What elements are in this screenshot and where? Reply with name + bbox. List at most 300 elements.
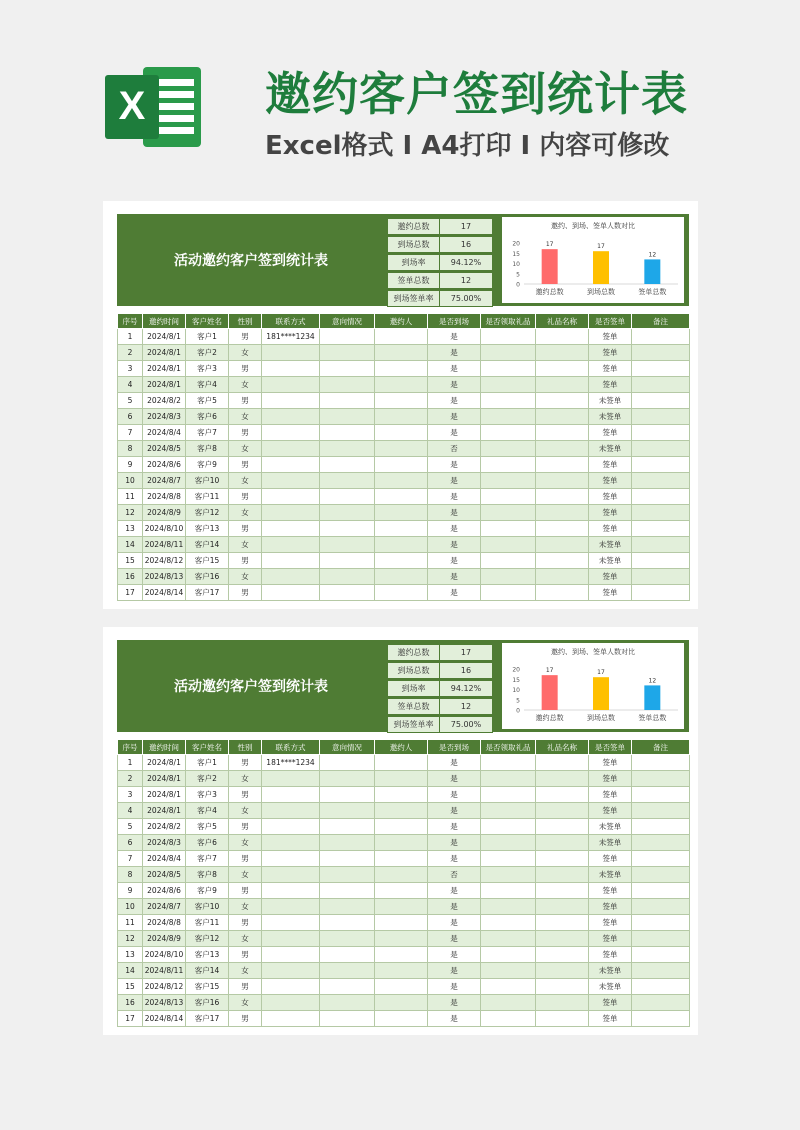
table-cell[interactable]: [262, 521, 320, 537]
table-cell[interactable]: 2024/8/1: [143, 361, 186, 377]
table-cell[interactable]: 未签单: [589, 835, 632, 851]
table-cell[interactable]: 16: [118, 569, 143, 585]
table-cell[interactable]: 签单: [589, 915, 632, 931]
table-cell[interactable]: 客户5: [186, 393, 229, 409]
table-cell[interactable]: [262, 505, 320, 521]
table-cell[interactable]: [262, 377, 320, 393]
table-cell[interactable]: [320, 803, 375, 819]
table-cell[interactable]: [375, 883, 428, 899]
table-cell[interactable]: 9: [118, 457, 143, 473]
table-cell[interactable]: [262, 345, 320, 361]
table-cell[interactable]: 2024/8/7: [143, 899, 186, 915]
table-cell[interactable]: 是: [428, 883, 481, 899]
table-cell[interactable]: [320, 409, 375, 425]
table-cell[interactable]: 男: [229, 755, 262, 771]
table-cell[interactable]: [632, 979, 690, 995]
table-cell[interactable]: [481, 377, 536, 393]
table-cell[interactable]: 客户11: [186, 915, 229, 931]
table-cell[interactable]: 2024/8/8: [143, 915, 186, 931]
table-cell[interactable]: [262, 1011, 320, 1027]
table-cell[interactable]: [481, 361, 536, 377]
table-cell[interactable]: 是: [428, 803, 481, 819]
table-cell[interactable]: 客户15: [186, 979, 229, 995]
table-cell[interactable]: 17: [118, 585, 143, 601]
table-cell[interactable]: 2024/8/13: [143, 995, 186, 1011]
table-cell[interactable]: 未签单: [589, 537, 632, 553]
table-cell[interactable]: [320, 835, 375, 851]
table-cell[interactable]: [262, 457, 320, 473]
table-cell[interactable]: 17: [118, 1011, 143, 1027]
table-cell[interactable]: [375, 553, 428, 569]
table-cell[interactable]: [481, 329, 536, 345]
table-cell[interactable]: 2024/8/3: [143, 835, 186, 851]
table-cell[interactable]: 客户12: [186, 931, 229, 947]
table-cell[interactable]: 男: [229, 457, 262, 473]
table-cell[interactable]: 是: [428, 425, 481, 441]
table-cell[interactable]: [262, 899, 320, 915]
table-cell[interactable]: 是: [428, 553, 481, 569]
table-cell[interactable]: 未签单: [589, 393, 632, 409]
table-cell[interactable]: [536, 457, 589, 473]
table-cell[interactable]: 是: [428, 963, 481, 979]
table-cell[interactable]: 10: [118, 899, 143, 915]
table-cell[interactable]: 2024/8/1: [143, 377, 186, 393]
table-cell[interactable]: [375, 377, 428, 393]
table-cell[interactable]: 是: [428, 787, 481, 803]
table-cell[interactable]: [536, 1011, 589, 1027]
table-cell[interactable]: 男: [229, 489, 262, 505]
table-cell[interactable]: [320, 329, 375, 345]
table-cell[interactable]: 1: [118, 329, 143, 345]
table-cell[interactable]: [320, 505, 375, 521]
table-cell[interactable]: 客户8: [186, 867, 229, 883]
table-cell[interactable]: 客户5: [186, 819, 229, 835]
table-cell[interactable]: [481, 771, 536, 787]
table-cell[interactable]: [536, 569, 589, 585]
table-cell[interactable]: 4: [118, 803, 143, 819]
table-cell[interactable]: [536, 947, 589, 963]
table-cell[interactable]: 男: [229, 361, 262, 377]
table-cell[interactable]: [262, 473, 320, 489]
table-cell[interactable]: 男: [229, 915, 262, 931]
table-cell[interactable]: [481, 931, 536, 947]
table-cell[interactable]: [375, 505, 428, 521]
table-cell[interactable]: [320, 755, 375, 771]
table-cell[interactable]: [536, 441, 589, 457]
table-cell[interactable]: 签单: [589, 771, 632, 787]
table-cell[interactable]: 是: [428, 361, 481, 377]
table-cell[interactable]: 2024/8/10: [143, 947, 186, 963]
table-cell[interactable]: [536, 345, 589, 361]
table-cell[interactable]: [320, 851, 375, 867]
table-cell[interactable]: [320, 441, 375, 457]
table-cell[interactable]: 男: [229, 393, 262, 409]
table-cell[interactable]: 男: [229, 1011, 262, 1027]
table-cell[interactable]: [632, 787, 690, 803]
table-cell[interactable]: 签单: [589, 329, 632, 345]
table-cell[interactable]: 5: [118, 819, 143, 835]
table-cell[interactable]: [632, 883, 690, 899]
table-cell[interactable]: 是: [428, 569, 481, 585]
table-cell[interactable]: [481, 883, 536, 899]
table-cell[interactable]: [481, 585, 536, 601]
table-cell[interactable]: 未签单: [589, 867, 632, 883]
table-cell[interactable]: 13: [118, 521, 143, 537]
table-cell[interactable]: 是: [428, 409, 481, 425]
table-cell[interactable]: 女: [229, 345, 262, 361]
table-cell[interactable]: [320, 489, 375, 505]
table-cell[interactable]: [481, 473, 536, 489]
table-cell[interactable]: 是: [428, 473, 481, 489]
table-cell[interactable]: [632, 947, 690, 963]
table-cell[interactable]: [536, 553, 589, 569]
table-cell[interactable]: [481, 915, 536, 931]
table-cell[interactable]: 签单: [589, 345, 632, 361]
table-cell[interactable]: [320, 915, 375, 931]
table-cell[interactable]: [632, 457, 690, 473]
table-cell[interactable]: [262, 803, 320, 819]
table-cell[interactable]: [320, 345, 375, 361]
table-cell[interactable]: [481, 441, 536, 457]
table-cell[interactable]: 签单: [589, 457, 632, 473]
table-cell[interactable]: 2: [118, 771, 143, 787]
table-cell[interactable]: 6: [118, 409, 143, 425]
table-cell[interactable]: [632, 963, 690, 979]
table-cell[interactable]: [320, 979, 375, 995]
table-cell[interactable]: 客户14: [186, 963, 229, 979]
table-cell[interactable]: 女: [229, 963, 262, 979]
table-cell[interactable]: 女: [229, 441, 262, 457]
table-cell[interactable]: [536, 803, 589, 819]
table-cell[interactable]: 客户9: [186, 457, 229, 473]
table-cell[interactable]: [375, 457, 428, 473]
table-cell[interactable]: 2024/8/1: [143, 329, 186, 345]
table-cell[interactable]: [320, 787, 375, 803]
table-cell[interactable]: [262, 947, 320, 963]
table-cell[interactable]: [632, 361, 690, 377]
table-cell[interactable]: 5: [118, 393, 143, 409]
table-cell[interactable]: 女: [229, 867, 262, 883]
table-cell[interactable]: [375, 521, 428, 537]
table-cell[interactable]: 8: [118, 441, 143, 457]
table-cell[interactable]: [320, 361, 375, 377]
table-cell[interactable]: [632, 345, 690, 361]
table-cell[interactable]: [375, 867, 428, 883]
table-cell[interactable]: [262, 585, 320, 601]
table-cell[interactable]: 16: [118, 995, 143, 1011]
table-cell[interactable]: 客户2: [186, 345, 229, 361]
table-cell[interactable]: [536, 883, 589, 899]
table-cell[interactable]: [536, 505, 589, 521]
table-cell[interactable]: 女: [229, 835, 262, 851]
table-cell[interactable]: [262, 963, 320, 979]
table-cell[interactable]: 15: [118, 553, 143, 569]
table-cell[interactable]: [536, 899, 589, 915]
table-cell[interactable]: 11: [118, 489, 143, 505]
table-cell[interactable]: 客户13: [186, 947, 229, 963]
table-cell[interactable]: 是: [428, 377, 481, 393]
table-cell[interactable]: [262, 787, 320, 803]
table-cell[interactable]: 女: [229, 409, 262, 425]
table-cell[interactable]: 签单: [589, 787, 632, 803]
table-cell[interactable]: [481, 345, 536, 361]
table-cell[interactable]: 2024/8/1: [143, 803, 186, 819]
table-cell[interactable]: 是: [428, 851, 481, 867]
table-cell[interactable]: [375, 425, 428, 441]
table-cell[interactable]: 女: [229, 505, 262, 521]
table-cell[interactable]: [320, 569, 375, 585]
table-cell[interactable]: [632, 505, 690, 521]
table-cell[interactable]: [481, 569, 536, 585]
table-cell[interactable]: 2024/8/1: [143, 787, 186, 803]
table-cell[interactable]: 客户4: [186, 377, 229, 393]
table-cell[interactable]: 是: [428, 537, 481, 553]
table-cell[interactable]: [481, 489, 536, 505]
table-cell[interactable]: 客户10: [186, 473, 229, 489]
table-cell[interactable]: [375, 329, 428, 345]
table-cell[interactable]: [536, 425, 589, 441]
table-cell[interactable]: 2024/8/6: [143, 883, 186, 899]
table-cell[interactable]: [481, 947, 536, 963]
table-cell[interactable]: [262, 915, 320, 931]
table-cell[interactable]: [632, 377, 690, 393]
table-cell[interactable]: [375, 995, 428, 1011]
table-cell[interactable]: [536, 393, 589, 409]
table-cell[interactable]: 客户9: [186, 883, 229, 899]
table-cell[interactable]: [262, 409, 320, 425]
table-cell[interactable]: [536, 755, 589, 771]
table-cell[interactable]: [262, 393, 320, 409]
table-cell[interactable]: [481, 995, 536, 1011]
table-cell[interactable]: 10: [118, 473, 143, 489]
table-cell[interactable]: [320, 899, 375, 915]
table-cell[interactable]: [536, 585, 589, 601]
table-cell[interactable]: 7: [118, 425, 143, 441]
table-cell[interactable]: 签单: [589, 473, 632, 489]
table-cell[interactable]: 男: [229, 883, 262, 899]
table-cell[interactable]: [536, 915, 589, 931]
table-cell[interactable]: 2024/8/10: [143, 521, 186, 537]
table-cell[interactable]: [262, 553, 320, 569]
table-cell[interactable]: 2024/8/14: [143, 1011, 186, 1027]
table-cell[interactable]: 2024/8/6: [143, 457, 186, 473]
table-cell[interactable]: [375, 755, 428, 771]
table-cell[interactable]: 是: [428, 457, 481, 473]
table-cell[interactable]: [262, 569, 320, 585]
table-cell[interactable]: 是: [428, 521, 481, 537]
table-cell[interactable]: 客户11: [186, 489, 229, 505]
table-cell[interactable]: 2024/8/4: [143, 425, 186, 441]
table-cell[interactable]: [320, 553, 375, 569]
table-cell[interactable]: 12: [118, 505, 143, 521]
table-cell[interactable]: [375, 787, 428, 803]
table-cell[interactable]: 2024/8/9: [143, 931, 186, 947]
table-cell[interactable]: 男: [229, 979, 262, 995]
table-cell[interactable]: 签单: [589, 803, 632, 819]
table-cell[interactable]: 3: [118, 361, 143, 377]
table-cell[interactable]: 2024/8/2: [143, 819, 186, 835]
table-cell[interactable]: [632, 409, 690, 425]
table-cell[interactable]: [320, 521, 375, 537]
table-cell[interactable]: [375, 1011, 428, 1027]
table-cell[interactable]: [481, 963, 536, 979]
table-cell[interactable]: [320, 425, 375, 441]
table-cell[interactable]: 6: [118, 835, 143, 851]
table-cell[interactable]: 客户4: [186, 803, 229, 819]
table-cell[interactable]: 是: [428, 489, 481, 505]
table-cell[interactable]: 女: [229, 995, 262, 1011]
table-cell[interactable]: [632, 867, 690, 883]
table-cell[interactable]: [536, 771, 589, 787]
table-cell[interactable]: [536, 329, 589, 345]
table-cell[interactable]: 1: [118, 755, 143, 771]
table-cell[interactable]: 男: [229, 851, 262, 867]
table-cell[interactable]: [375, 771, 428, 787]
table-cell[interactable]: 3: [118, 787, 143, 803]
table-cell[interactable]: 签单: [589, 851, 632, 867]
table-cell[interactable]: 客户6: [186, 835, 229, 851]
table-cell[interactable]: 12: [118, 931, 143, 947]
table-cell[interactable]: 是: [428, 755, 481, 771]
table-cell[interactable]: [375, 947, 428, 963]
table-cell[interactable]: 否: [428, 441, 481, 457]
table-cell[interactable]: [632, 425, 690, 441]
table-cell[interactable]: 客户17: [186, 1011, 229, 1027]
table-cell[interactable]: 2024/8/1: [143, 771, 186, 787]
table-cell[interactable]: 客户10: [186, 899, 229, 915]
table-cell[interactable]: 签单: [589, 755, 632, 771]
table-cell[interactable]: 是: [428, 585, 481, 601]
table-cell[interactable]: [632, 851, 690, 867]
table-cell[interactable]: [320, 1011, 375, 1027]
table-cell[interactable]: [262, 819, 320, 835]
table-cell[interactable]: [262, 867, 320, 883]
table-cell[interactable]: 客户3: [186, 787, 229, 803]
table-cell[interactable]: [320, 393, 375, 409]
table-cell[interactable]: [481, 505, 536, 521]
table-cell[interactable]: 男: [229, 787, 262, 803]
table-cell[interactable]: [320, 947, 375, 963]
table-cell[interactable]: 女: [229, 803, 262, 819]
table-cell[interactable]: 签单: [589, 899, 632, 915]
table-cell[interactable]: 签单: [589, 505, 632, 521]
table-cell[interactable]: [375, 819, 428, 835]
table-cell[interactable]: [632, 995, 690, 1011]
table-cell[interactable]: 男: [229, 947, 262, 963]
table-cell[interactable]: 是: [428, 931, 481, 947]
table-cell[interactable]: [481, 787, 536, 803]
table-cell[interactable]: [481, 803, 536, 819]
table-cell[interactable]: [536, 979, 589, 995]
table-cell[interactable]: 客户16: [186, 569, 229, 585]
table-cell[interactable]: 2024/8/8: [143, 489, 186, 505]
table-cell[interactable]: 4: [118, 377, 143, 393]
table-cell[interactable]: [375, 345, 428, 361]
table-cell[interactable]: 客户2: [186, 771, 229, 787]
table-cell[interactable]: [481, 835, 536, 851]
table-cell[interactable]: [632, 1011, 690, 1027]
table-cell[interactable]: [536, 995, 589, 1011]
table-cell[interactable]: 15: [118, 979, 143, 995]
table-cell[interactable]: [481, 899, 536, 915]
table-cell[interactable]: 客户7: [186, 425, 229, 441]
table-cell[interactable]: [536, 787, 589, 803]
table-cell[interactable]: 签单: [589, 361, 632, 377]
table-cell[interactable]: [481, 1011, 536, 1027]
table-cell[interactable]: 未签单: [589, 819, 632, 835]
table-cell[interactable]: [262, 441, 320, 457]
table-cell[interactable]: 2024/8/3: [143, 409, 186, 425]
table-cell[interactable]: 2024/8/11: [143, 963, 186, 979]
table-cell[interactable]: [375, 979, 428, 995]
table-cell[interactable]: 14: [118, 963, 143, 979]
table-cell[interactable]: [632, 537, 690, 553]
table-cell[interactable]: 是: [428, 899, 481, 915]
table-cell[interactable]: [481, 521, 536, 537]
table-cell[interactable]: [632, 819, 690, 835]
table-cell[interactable]: [632, 553, 690, 569]
table-cell[interactable]: [262, 771, 320, 787]
table-cell[interactable]: [536, 521, 589, 537]
table-cell[interactable]: [320, 537, 375, 553]
table-cell[interactable]: [262, 851, 320, 867]
table-cell[interactable]: 未签单: [589, 979, 632, 995]
table-cell[interactable]: 是: [428, 329, 481, 345]
table-cell[interactable]: 2024/8/12: [143, 979, 186, 995]
table-cell[interactable]: [536, 377, 589, 393]
table-cell[interactable]: 签单: [589, 489, 632, 505]
table-cell[interactable]: [481, 393, 536, 409]
table-cell[interactable]: [536, 931, 589, 947]
table-cell[interactable]: [375, 473, 428, 489]
table-cell[interactable]: [536, 361, 589, 377]
table-cell[interactable]: 男: [229, 521, 262, 537]
table-cell[interactable]: [375, 931, 428, 947]
table-cell[interactable]: [375, 915, 428, 931]
table-cell[interactable]: 客户1: [186, 329, 229, 345]
table-cell[interactable]: [375, 489, 428, 505]
table-cell[interactable]: 是: [428, 505, 481, 521]
table-cell[interactable]: [320, 867, 375, 883]
table-cell[interactable]: [375, 585, 428, 601]
table-cell[interactable]: [536, 851, 589, 867]
table-cell[interactable]: [262, 883, 320, 899]
table-cell[interactable]: [632, 803, 690, 819]
table-cell[interactable]: 2024/8/4: [143, 851, 186, 867]
table-cell[interactable]: [375, 851, 428, 867]
table-cell[interactable]: [632, 931, 690, 947]
table-cell[interactable]: [375, 361, 428, 377]
table-cell[interactable]: 签单: [589, 883, 632, 899]
table-cell[interactable]: [262, 835, 320, 851]
table-cell[interactable]: [481, 867, 536, 883]
table-cell[interactable]: 未签单: [589, 409, 632, 425]
table-cell[interactable]: 客户15: [186, 553, 229, 569]
table-cell[interactable]: [320, 883, 375, 899]
table-cell[interactable]: 客户7: [186, 851, 229, 867]
table-cell[interactable]: 8: [118, 867, 143, 883]
table-cell[interactable]: [375, 899, 428, 915]
table-cell[interactable]: [481, 553, 536, 569]
table-cell[interactable]: 男: [229, 553, 262, 569]
table-cell[interactable]: [632, 473, 690, 489]
table-cell[interactable]: [632, 393, 690, 409]
table-cell[interactable]: 签单: [589, 931, 632, 947]
table-cell[interactable]: 181****1234: [262, 755, 320, 771]
table-cell[interactable]: 是: [428, 345, 481, 361]
table-cell[interactable]: 是: [428, 979, 481, 995]
table-cell[interactable]: 未签单: [589, 441, 632, 457]
